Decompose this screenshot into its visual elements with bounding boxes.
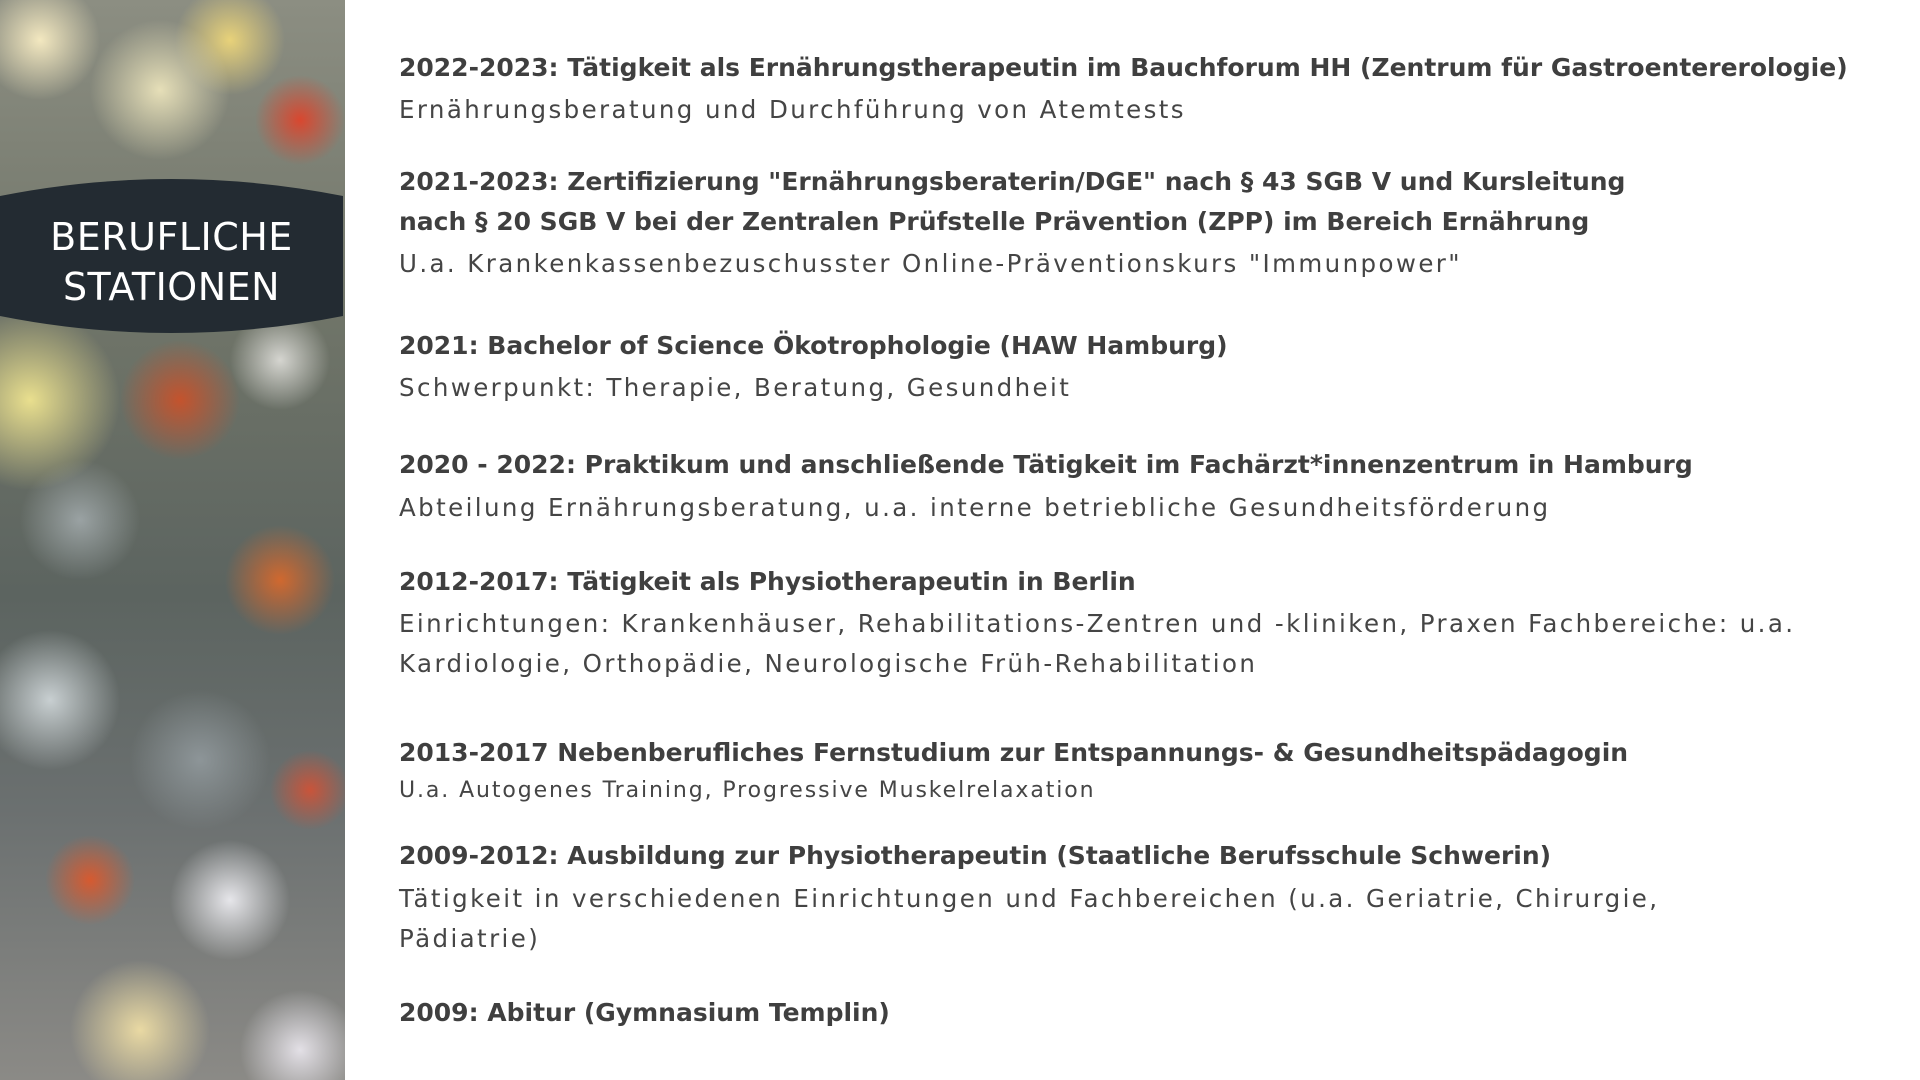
- career-entry: [399, 48, 1879, 130]
- entry-title: 2021: Bachelor of Science Ökotrophologie (HAW Hamburg): [399, 331, 1228, 360]
- entry-description: U.a. Autogenes Training, Progressive Muskelrelaxation: [399, 778, 1096, 803]
- entry-title: 2009-2012: Ausbildung zur Physiotherapeutin (Staatliche Berufsschule Schwerin): [399, 841, 1552, 870]
- entry-description: U.a. Krankenkassenbezuschusster Online-Präventionskurs "Immunpower": [399, 249, 1462, 278]
- entry-description: Abteilung Ernährungsberatung, u.a. interne betriebliche Gesundheitsförderung: [399, 493, 1551, 522]
- entry-title: 2021-2023: Zertifizierung "Ernährungsberaterin/DGE" nach § 43 SGB V und Kursleitung: [399, 167, 1626, 196]
- entry-description: Ernährungsberatung und Durchführung von Atemtests: [399, 95, 1186, 124]
- entry-title: 2013-2017 Nebenberufliches Fernstudium zur Entspannungs- & Gesundheitspädagogin: [399, 738, 1629, 767]
- entry-description: Schwerpunkt: Therapie, Beratung, Gesundheit: [399, 373, 1072, 402]
- entry-title: 2022-2023: Tätigkeit als Ernährungstherapeutin im Bauchforum HH (Zentrum für Gastroentererologie): [399, 53, 1848, 82]
- entry-title: 2012-2017: Tätigkeit als Physiotherapeutin in Berlin: [399, 567, 1136, 596]
- entry-description-continued: Pädiatrie): [399, 924, 541, 953]
- section-title: [0, 212, 343, 312]
- career-entry: [399, 562, 1879, 684]
- entry-title-continued: nach § 20 SGB V bei der Zentralen Prüfstelle Prävention (ZPP) im Bereich Ernährung: [399, 207, 1590, 236]
- career-entry: [399, 733, 1879, 811]
- sidebar-background-image: [0, 0, 345, 1080]
- section-title-line2: STATIONEN: [62, 265, 281, 309]
- entry-description: Tätigkeit in verschiedenen Einrichtungen und Fachbereichen (u.a. Geriatrie, Chirurgie,: [399, 884, 1660, 913]
- career-entry: [399, 162, 1879, 284]
- entry-title: 2009: Abitur (Gymnasium Templin): [399, 998, 890, 1027]
- section-banner: [0, 176, 343, 336]
- career-entry: [399, 326, 1879, 408]
- career-entry: [399, 836, 1879, 959]
- section-title-line1: BERUFLICHE: [50, 215, 293, 259]
- entry-title: 2020 - 2022: Praktikum und anschließende Tätigkeit im Fachärzt*innenzentrum in Hamburg: [399, 450, 1693, 479]
- career-entry: [399, 993, 1879, 1033]
- career-entry: [399, 445, 1879, 528]
- entry-description-continued: Kardiologie, Orthopädie, Neurologische Früh-Rehabilitation: [399, 649, 1258, 678]
- entry-description: Einrichtungen: Krankenhäuser, Rehabilitations-Zentren und -kliniken, Praxen Fachbereiche: u.a.: [399, 609, 1796, 638]
